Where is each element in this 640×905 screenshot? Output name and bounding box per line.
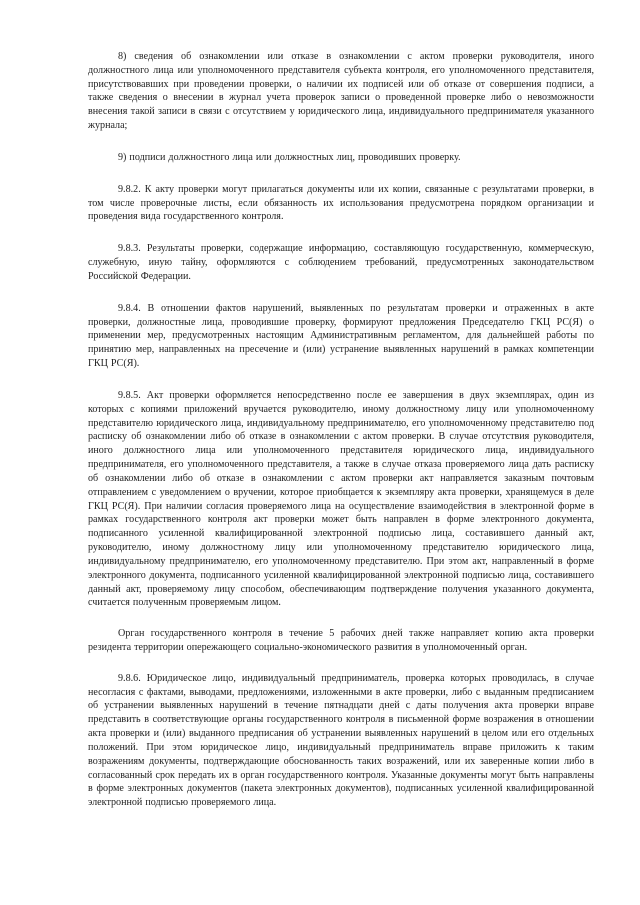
- paragraph-item-8: 8) сведения об ознакомлении или отказе в ознакомлении с актом проверки руководителя, иного должностного лица или уполномоченного представителя субъекта контроля, его уполномоченного представителя, присутствовавших при проведении проверки, о наличии их подписей или об отказе от совершения подписи, а также сведения о внесении в журнал учета проверок записи о проведенной проверке либо о невозможности внесения такой записи в связи с отсутствием у юридического лица, индивидуального предпринимателя указанного журнала;: [88, 51, 594, 132]
- paragraph-item-9: 9) подписи должностного лица или должностных лиц, проводивших проверку.: [118, 151, 461, 163]
- paragraph-9-8-3: 9.8.3. Результаты проверки, содержащие информацию, составляющую государственную, коммерческую, служебную, иную тайну, оформляются с соблюдением требований, предусмотренных законодательством Российской Федерации.: [88, 243, 594, 282]
- paragraph-9-8-4: 9.8.4. В отношении фактов нарушений, выявленных по результатам проверки и отраженных в акте проверки, должностные лица, проводившие проверку, формируют предложения Председателю ГКЦ РС(Я) о применении мер, предусмотренных настоящим Административным регламентом, для дальнейшей работы по принятию мер, направленных на пресечение и (или) устранение выявленных нарушений в рамках компетенции ГКЦ РС(Я).: [88, 302, 594, 370]
- paragraph-9-8-6: 9.8.6. Юридическое лицо, индивидуальный предприниматель, проверка которых проводилась, в случае несогласия с фактами, выводами, предложениями, изложенными в акте проверки, либо с выданным предписанием об устранении выявленных нарушений в течение пятнадцати дней с даты получения акта проверки вправе представить в соответствующие органы государственного контроля в письменной форме возражения в отношении акта проверки и (или) выданного предписания об устранении выявленных нарушений в целом или его отдельных положений. При этом юридическое лицо, индивидуальный предприниматель вправе приложить к таким возражениям документы, подтверждающие обоснованность таких возражений, или их заверенные копии либо в согласованный срок передать их в орган государственного контроля. Указанные документы могут быть направлены в форме электронных документов (пакета электронных документов), подписанных усиленной квалифицированной электронной подписью проверяемого лица.: [88, 672, 594, 809]
- paragraph-9-8-2: 9.8.2. К акту проверки могут прилагаться документы или их копии, связанные с результатами проверки, в том числе проверочные листы, если обязанность их использования предусмотрена порядком организации и проведения вида государственного контроля.: [88, 183, 594, 223]
- paragraph-9-8-5: 9.8.5. Акт проверки оформляется непосредственно после ее завершения в двух экземплярах, один из которых с копиями приложений вручается руководителю, иному должностному лицу или уполномоченному представителю юридического лица, индивидуальному предпринимателю, его уполномоченному представителю под расписку об ознакомлении либо об отказе в ознакомлении с актом проверки. В случае отсутствия руководителя, иного должностного лица или уполномоченного представителя юридического лица, индивидуального предпринимателя, его уполномоченного представителя, а также в случае отказа проверяемого лица дать расписку об ознакомлении либо об отказе в ознакомлении с актом проверки акт направляется заказным почтовым отправлением с уведомлением о вручении, которое приобщается к экземпляру акта проверки, хранящемуся в деле ГКЦ РС(Я). При наличии согласия проверяемого лица на осуществление взаимодействия в электронной форме в рамках государственного контроля акт проверки может быть направлен в форме электронного документа, подписанного усиленной квалифицированной электронной подписью лица, составившего данный акт, руководителю, иному должностному лицу или уполномоченному представителю юридического лица, индивидуальному предпринимателю, его уполномоченному представителю. При этом акт, направленный в форме электронного документа, подписанного усиленной квалифицированной электронной подписью лица, составившего данный акт, проверяемому лицу способом, обеспечивающим подтверждение получения указанного документа, считается полученным проверяемым лицом.: [88, 389, 594, 609]
- paragraph-control-body-copy: Орган государственного контроля в течение 5 рабочих дней также направляет копию акта проверки резидента территории опережающего социально-экономического развития в уполномоченный орган.: [88, 628, 594, 653]
